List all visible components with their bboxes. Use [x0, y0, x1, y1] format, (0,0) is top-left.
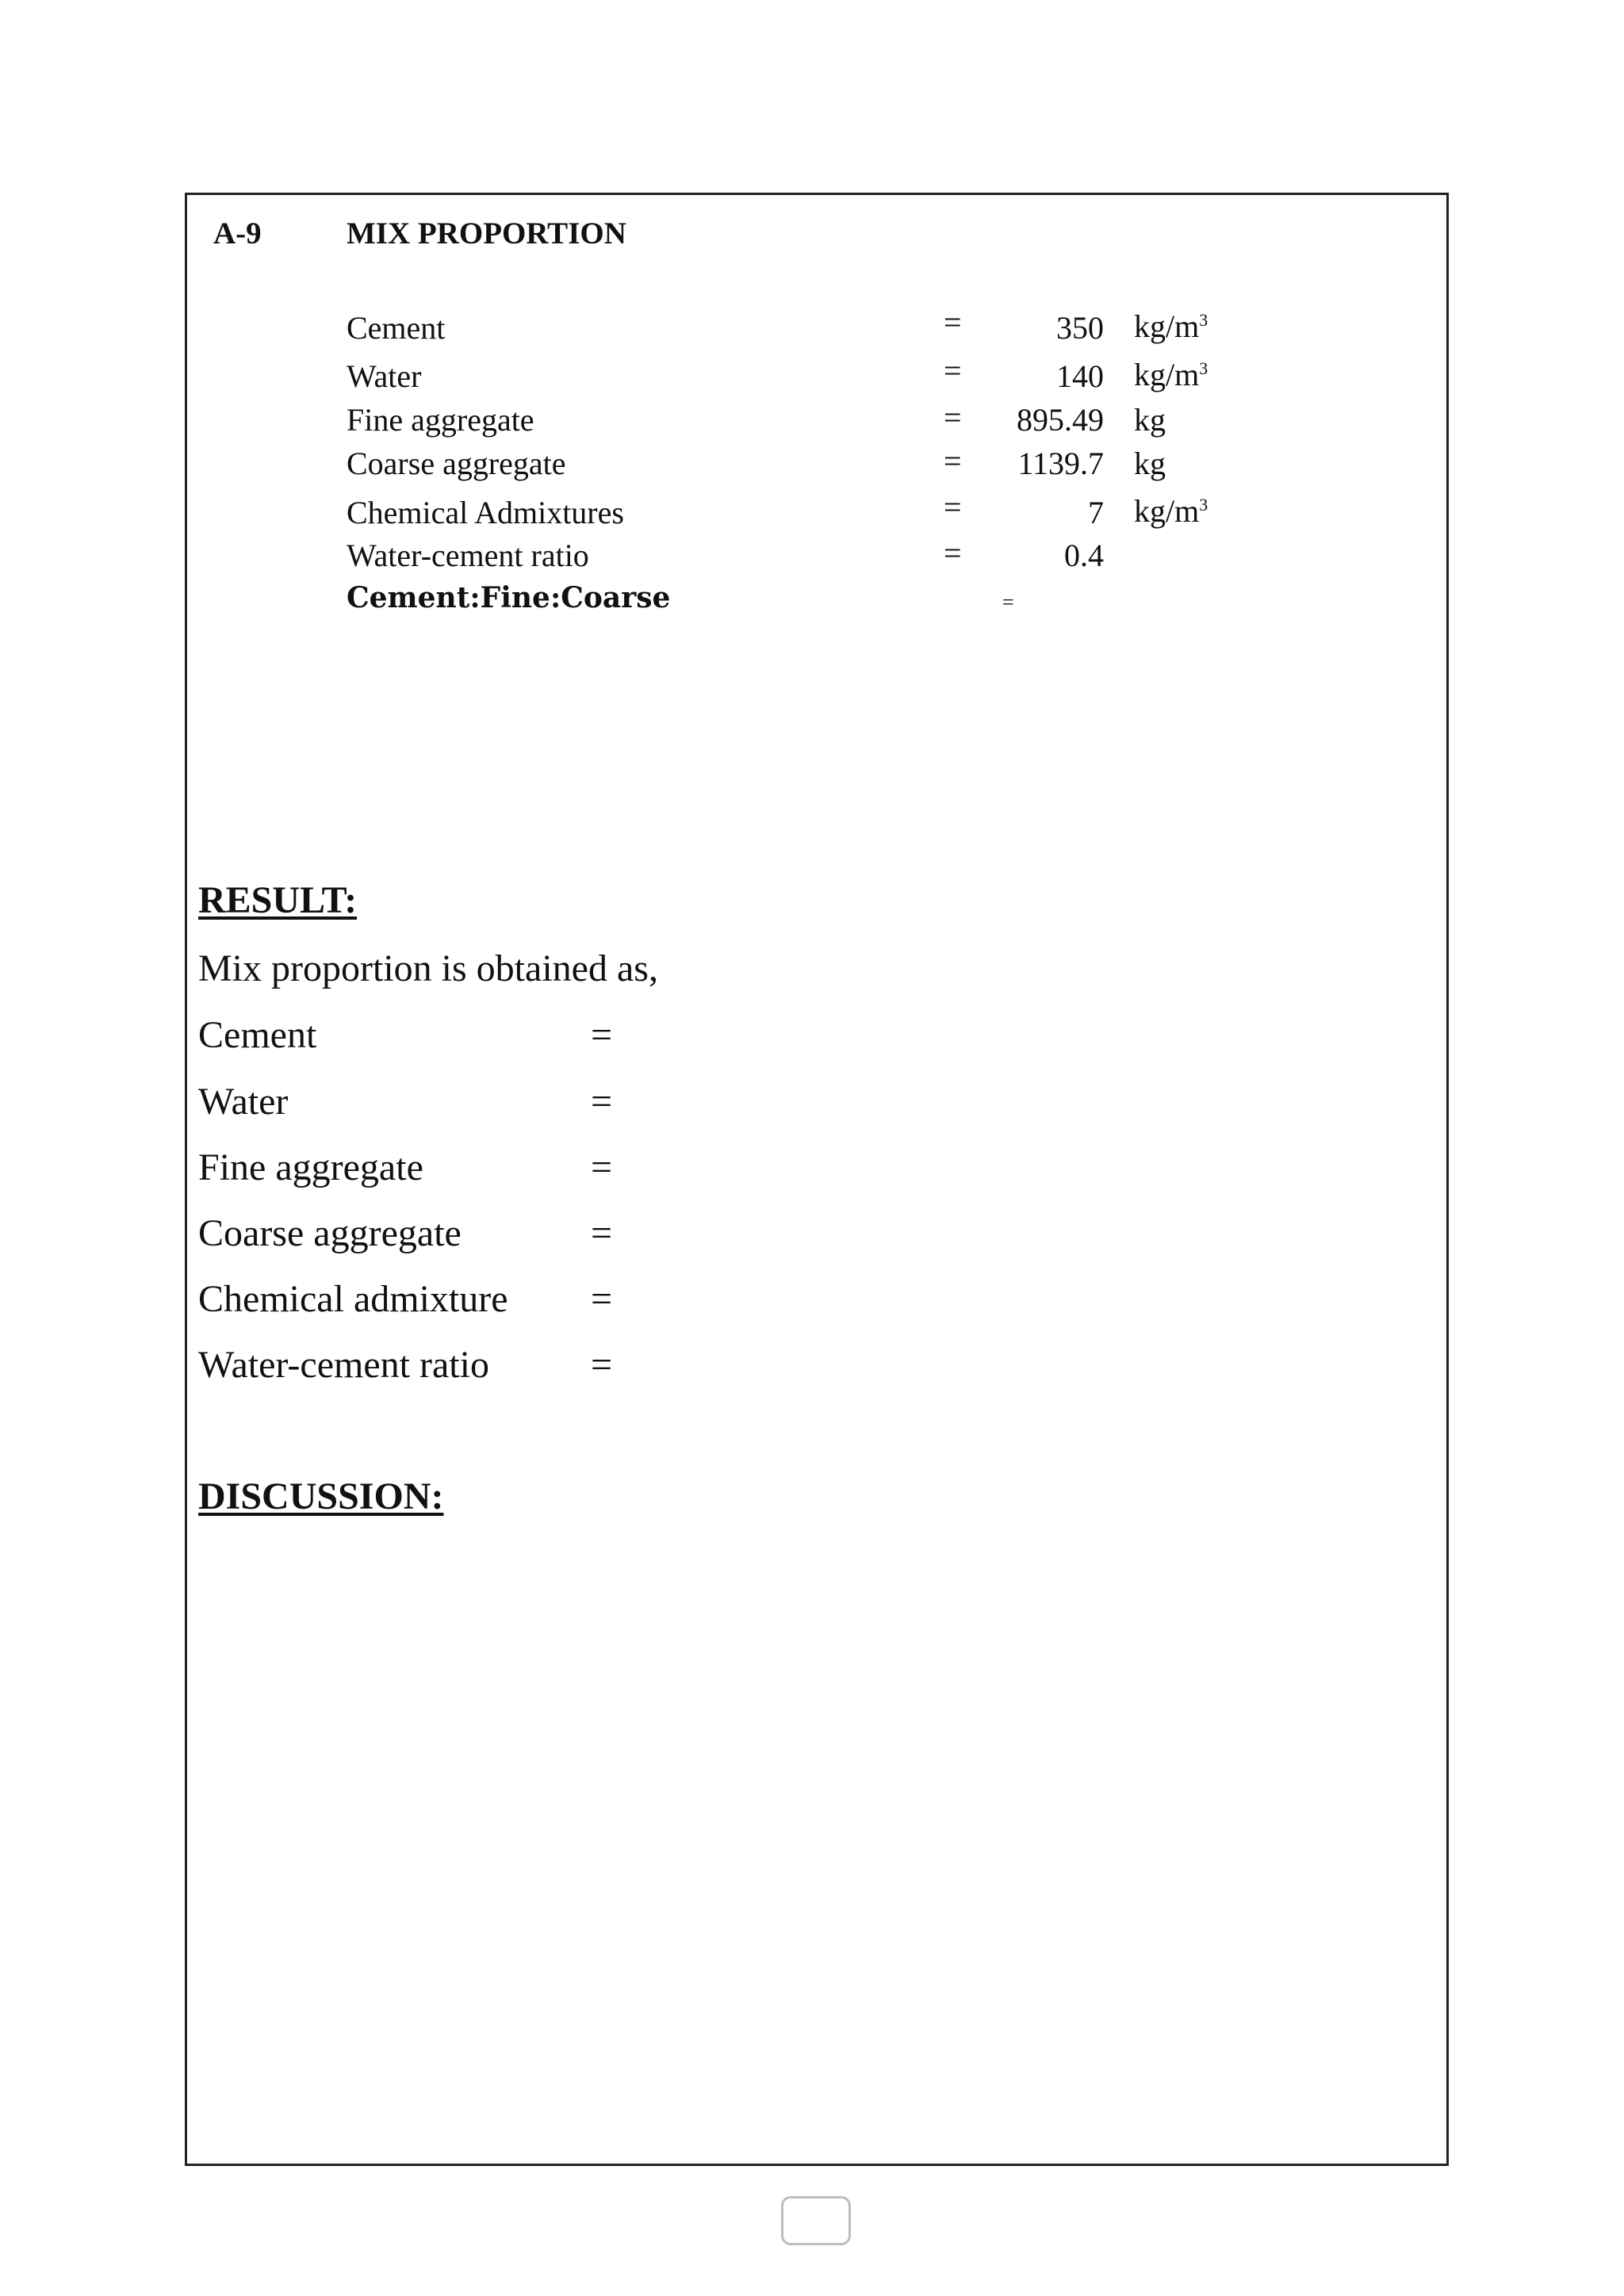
- result-heading: RESULT:: [198, 879, 358, 921]
- mix-value: 140: [1056, 358, 1104, 394]
- mix-label: Chemical Admixtures: [347, 495, 624, 530]
- mix-value: 0.4: [1064, 538, 1104, 573]
- page-number-box: [781, 2196, 851, 2245]
- result-equals: =: [591, 1081, 613, 1123]
- mix-unit: $kg/m^3$: [1134, 493, 1208, 529]
- mix-unit: $kg/m^3$: [1134, 357, 1208, 392]
- mix-label: Coarse aggregate: [347, 446, 566, 481]
- mix-value: 350: [1056, 310, 1104, 346]
- mix-unit: $kg/m^3$: [1134, 308, 1208, 344]
- mix-unit: kg: [1134, 446, 1166, 481]
- section-code: A-9: [213, 216, 262, 251]
- result-equals: =: [591, 1212, 613, 1254]
- mix-equals: =: [944, 353, 962, 388]
- mix-equals: =: [944, 535, 962, 571]
- mix-equals: =: [944, 400, 962, 435]
- mix-equals: =: [944, 489, 962, 525]
- mix-equals: =: [944, 304, 962, 340]
- mix-label: Water: [347, 358, 422, 394]
- result-label-chemical-admixture: Chemical admixture: [198, 1278, 508, 1320]
- result-label-coarse-aggregate: Coarse aggregate: [198, 1212, 462, 1254]
- mix-unit: kg: [1134, 402, 1166, 438]
- discussion-heading: DISCUSSION:: [198, 1475, 444, 1517]
- result-equals: =: [591, 1014, 613, 1056]
- mix-value: 895.49: [1017, 402, 1104, 438]
- ratio-label: Cement:Fine:Coarse: [347, 581, 671, 614]
- result-label-cement: Cement: [198, 1014, 317, 1056]
- section-title: MIX PROPORTION: [347, 216, 626, 251]
- mix-label: Cement: [347, 310, 446, 346]
- mix-value: 7: [1088, 495, 1104, 530]
- result-equals: =: [591, 1344, 613, 1386]
- result-label-water-cement-ratio: Water-cement ratio: [198, 1344, 489, 1386]
- mix-label: Fine aggregate: [347, 402, 534, 438]
- mix-label: Water-cement ratio: [347, 538, 589, 573]
- mix-value: 1139.7: [1017, 446, 1104, 481]
- result-label-fine-aggregate: Fine aggregate: [198, 1146, 423, 1188]
- result-equals: =: [591, 1278, 613, 1320]
- result-equals: =: [591, 1146, 613, 1188]
- result-label-water: Water: [198, 1081, 289, 1123]
- result-intro: Mix proportion is obtained as,: [198, 947, 658, 989]
- ratio-equals: =: [1002, 591, 1014, 614]
- mix-equals: =: [944, 443, 962, 479]
